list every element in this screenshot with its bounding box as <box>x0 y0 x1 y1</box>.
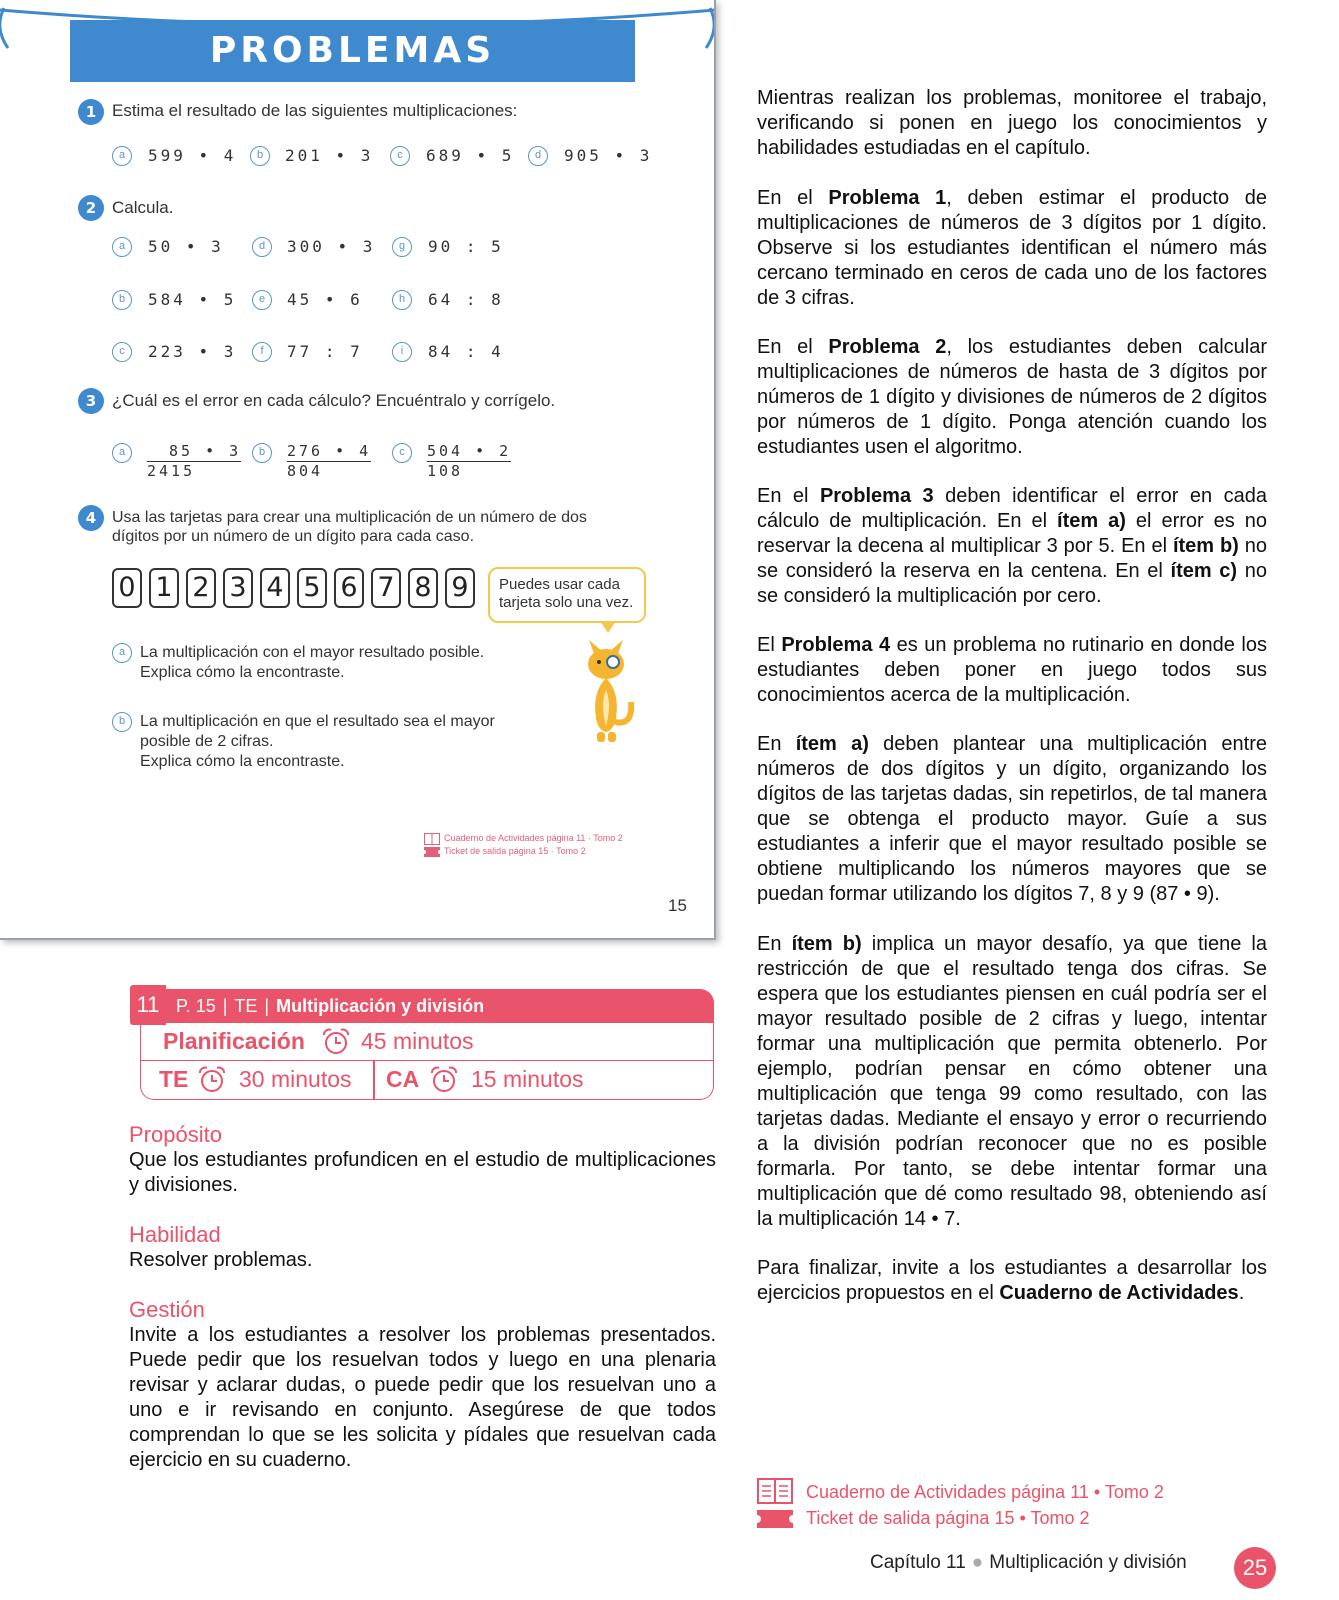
p3-bold: Problema 2 <box>828 336 947 358</box>
q3-calc-a-bottom: 2415 <box>147 462 196 480</box>
q3-calc-c <box>427 442 511 480</box>
q2-letter-b: b <box>112 290 132 310</box>
p4-mid1: deben identificar el error en cada cálculo de multiplicación. En el <box>757 485 1267 532</box>
question-4-text <box>112 508 587 546</box>
paragraph-problem-2 <box>757 335 1267 460</box>
q3-letter-b: b <box>252 443 272 463</box>
q1-letter-a: a <box>112 146 132 166</box>
q4-sub-a-line1: La multiplicación con el mayor resultado posible. <box>140 644 485 661</box>
page-ref: P. 15 <box>176 996 216 1016</box>
question-1-badge: 1 <box>78 99 104 125</box>
q2-expr-d: 300 • 3 <box>287 237 376 256</box>
te-time: 30 minutos <box>239 1066 352 1092</box>
digit-card: 3 <box>223 568 253 608</box>
q3-calc-c-top: 504 • 2 <box>427 442 512 460</box>
p8-pre: Para finalizar, invite a los estudiantes a desarrollar los ejercicios propuestos en el <box>757 1257 1267 1304</box>
ticket-icon <box>757 1510 793 1528</box>
student-ref-notebook: Cuaderno de Actividades página 11 · Tomo 2 <box>444 833 623 843</box>
q1-letter-d: d <box>528 146 548 166</box>
q1-letter-b: b <box>250 146 270 166</box>
q2-letter-i: i <box>392 342 412 362</box>
q1-expr-b: 201 • 3 <box>285 146 374 165</box>
q4-sub-b-line1: La multiplicación en que el resultado sea el mayor <box>140 713 495 730</box>
question-1-text: Estima el resultado de las siguientes multiplicaciones: <box>112 101 518 120</box>
p5-bold: Problema 4 <box>781 634 891 656</box>
q2-letter-c: c <box>112 342 132 362</box>
footer-dot: ● <box>971 1552 984 1573</box>
q4-sub-a-line2: Explica cómo la encontraste. <box>140 664 345 681</box>
p6-post: deben plantear una multiplicación entre números de dos dígitos y un dígito, organizando los dígitos de las tarjetas dadas, sin repetirlos, de tal manera que se obtenga el producto mayor. Guíe a sus estudiantes a inferir que el mayor resultado posible se obtiene multiplicando los números mayores que se puedan formar utilizando los dígitos 7, 8 y 9 (87 • 9). <box>757 733 1267 905</box>
q3-calc-a <box>147 442 241 480</box>
te-label: TE <box>234 996 258 1016</box>
q1-expr-d: 905 • 3 <box>564 146 653 165</box>
banner-title: PROBLEMAS <box>70 20 635 82</box>
question-4-text-line2: dígitos por un número de un dígito para cada caso. <box>112 528 475 545</box>
gestion-body: Invite a los estudiantes a resolver los problemas presentados. Puede pedir que los resuelvan todos y luego en una plenaria revisar y aclarar dudas, o puede pedir que los resuelvan uno a uno e ir revisando en conjunto. Asegúrese de que todos comprendan lo que se les solicita y pídales que resuelvan cada ejercicio en su cuaderno. <box>129 1324 716 1471</box>
digit-card: 7 <box>371 568 401 608</box>
p6-bold: ítem a) <box>795 733 869 755</box>
q2-expr-a: 50 • 3 <box>148 237 224 256</box>
p4-bold3: ítem b) <box>1172 535 1239 557</box>
q2-expr-i: 84 : 4 <box>428 342 504 361</box>
planning-topic: Multiplicación y división <box>276 996 485 1016</box>
question-2-badge: 2 <box>78 195 104 221</box>
student-ref-ticket: Ticket de salida página 15 · Tomo 2 <box>444 846 586 856</box>
student-page-number: 15 <box>668 896 687 915</box>
paragraph-problem-3 <box>757 484 1267 609</box>
question-3-badge: 3 <box>78 388 104 414</box>
cat-mascot-icon <box>575 632 637 744</box>
digit-card: 2 <box>186 568 216 608</box>
gestion-heading: Gestión <box>129 1297 205 1322</box>
habilidad-heading: Habilidad <box>129 1222 221 1247</box>
p6-pre: En <box>757 733 796 755</box>
ca-time: 15 minutos <box>471 1066 584 1092</box>
q3-letter-a: a <box>112 443 132 463</box>
page-number: 25 <box>1234 1547 1276 1589</box>
q3-letter-c: c <box>392 443 412 463</box>
p7-bold: ítem b) <box>791 933 862 955</box>
q4-letter-a: a <box>112 643 132 663</box>
notebook-small-icon <box>424 833 440 845</box>
q1-letter-c: c <box>390 146 410 166</box>
q2-letter-g: g <box>392 237 412 257</box>
alarm-clock-icon <box>429 1066 459 1094</box>
q3-calc-b-top: 276 • 4 <box>287 442 372 460</box>
p2-post: , deben estimar el producto de multiplicaciones de números de 3 dígitos por 1 dígito. Observe si los estudiantes identifican el número más cercano terminado en ceros de cada uno de los factores de 3 cifras. <box>757 187 1267 309</box>
paragraph-item-a <box>757 732 1267 907</box>
question-2-text: Calcula. <box>112 198 174 217</box>
ca-time-label: CA <box>386 1066 420 1092</box>
digit-card: 1 <box>149 568 179 608</box>
student-page <box>0 0 716 940</box>
question-3-text: ¿Cuál es el error en cada cálculo? Encuéntralo y corrígelo. <box>112 391 556 410</box>
q1-expr-c: 689 • 5 <box>426 146 515 165</box>
planificacion-time: 45 minutos <box>361 1028 474 1054</box>
q2-expr-b: 584 • 5 <box>148 290 237 309</box>
p4-pre: En el <box>757 485 820 507</box>
paragraph-item-b <box>757 932 1267 1232</box>
planning-body <box>140 1023 714 1100</box>
question-4-badge: 4 <box>78 505 104 531</box>
footer-chapter-label: Capítulo 11 <box>870 1552 966 1573</box>
planning-row-total <box>141 1023 713 1061</box>
q3-calc-b <box>287 442 371 480</box>
p7-post: implica un mayor desafío, ya que tiene la restricción de que el resultado tenga dos cifras. Se espera que los estudiantes piensen en cuál podría ser el mayor resultado posible de 2 cifras y luego, intentar formar una multiplicación que permita obtenerlo. Por ejemplo, podrían pensar en cómo obtener una multiplicación que tenga 99 como resultado, con las tarjetas dadas. Mediante el ensayo y error o recurriendo a la división podrían reconocer que no es posible formarla. Por tanto, se debe intentar formar una multiplicación que dé como resultado 98, obteniendo así la multiplicación 14 • 7. <box>757 933 1267 1230</box>
paragraph-intro: Mientras realizan los problemas, monitoree el trabajo, verificando si ponen en juego los conocimientos y habilidades estudiadas en el capítulo. <box>757 87 1267 159</box>
p2-bold: Problema 1 <box>828 187 947 209</box>
p8-bold: Cuaderno de Actividades <box>999 1282 1239 1304</box>
q2-letter-e: e <box>252 290 272 310</box>
question-4-text-line1: Usa las tarjetas para crear una multiplicación de un número de dos <box>112 509 587 526</box>
p4-post: no se consideró la multiplicación por cero. <box>757 560 1267 607</box>
speech-bubble: Puedes usar cada tarjeta solo una vez. <box>488 567 646 623</box>
paragraph-problem-4 <box>757 633 1267 708</box>
p4-mid3: no se consideró la reserva en la centena. En el <box>757 535 1268 582</box>
p5-post: es un problema no rutinario en donde los estudiantes deben poner en juego todos sus conocimientos acerca de la multiplicación. <box>757 634 1267 706</box>
p2-pre: En el <box>757 187 829 209</box>
q2-expr-e: 45 • 6 <box>287 290 363 309</box>
q2-expr-g: 90 : 5 <box>428 237 504 256</box>
q1-expr-a: 599 • 4 <box>148 146 237 165</box>
p5-pre: El <box>757 634 782 656</box>
q3-calc-a-top: 85 • 3 <box>147 442 241 462</box>
chapter-tab: 11 <box>130 985 166 1025</box>
ref-ticket: Ticket de salida página 15 • Tomo 2 <box>806 1508 1090 1528</box>
q2-expr-h: 64 : 8 <box>428 290 504 309</box>
q3-calc-b-bottom: 804 <box>287 462 324 480</box>
digit-card: 5 <box>297 568 327 608</box>
planificacion-label: Planificación <box>163 1028 305 1054</box>
q4-sub-b-line2: posible de 2 cifras. <box>140 733 274 750</box>
q4-sub-b-line3: Explica cómo la encontraste. <box>140 753 345 770</box>
q2-expr-f: 77 : 7 <box>287 342 363 361</box>
planning-header: P. 15 | TE | Multiplicación y división <box>166 989 714 1023</box>
ref-notebook: Cuaderno de Actividades página 11 • Tomo 2 <box>806 1482 1164 1502</box>
proposito-body: Que los estudiantes profundicen en el estudio de multiplicaciones y divisiones. <box>129 1149 716 1196</box>
p8-post: . <box>1238 1282 1245 1304</box>
notebook-icon <box>757 1478 793 1504</box>
q2-letter-d: d <box>252 237 272 257</box>
p3-pre: En el <box>757 336 829 358</box>
footer-chapter <box>870 1552 1187 1574</box>
q3-calc-c-bottom: 108 <box>427 462 464 480</box>
q4-letter-b: b <box>112 712 132 732</box>
alarm-clock-icon <box>321 1028 351 1056</box>
p4-bold1: Problema 3 <box>819 485 934 507</box>
q2-letter-a: a <box>112 237 132 257</box>
digit-card: 4 <box>260 568 290 608</box>
q4-sub-a <box>140 643 484 683</box>
p7-pre: En <box>757 933 792 955</box>
te-time-label: TE <box>159 1066 189 1092</box>
planning-row-split <box>141 1061 713 1099</box>
paragraph-problem-1 <box>757 186 1267 311</box>
p4-bold4: ítem c) <box>1170 560 1238 582</box>
ticket-small-icon <box>424 847 440 857</box>
p4-bold2: ítem a) <box>1057 510 1126 532</box>
alarm-clock-icon <box>197 1066 227 1094</box>
paragraph-closing <box>757 1256 1267 1306</box>
digit-card: 0 <box>112 568 142 608</box>
digit-card: 9 <box>445 568 475 608</box>
digit-card: 6 <box>334 568 364 608</box>
planning-divider <box>373 1061 375 1099</box>
digit-card: 8 <box>408 568 438 608</box>
q2-letter-f: f <box>252 342 272 362</box>
q2-expr-c: 223 • 3 <box>148 342 237 361</box>
footer-topic: Multiplicación y división <box>989 1552 1187 1573</box>
q2-letter-h: h <box>392 290 412 310</box>
planning-box <box>130 985 714 1100</box>
proposito-heading: Propósito <box>129 1122 222 1147</box>
p4-mid2: el error es no reservar la decena al multiplicar 3 por 5. En el <box>757 510 1267 557</box>
p3-post: , los estudiantes deben calcular multiplicaciones de números de hasta de 3 dígitos por números de 1 dígito y divisiones de números de 2 dígitos por números de 1 dígito. Ponga atención cuando los estudiantes usen el algoritmo. <box>757 336 1267 458</box>
habilidad-body: Resolver problemas. <box>129 1249 313 1271</box>
q4-sub-b <box>140 712 495 772</box>
